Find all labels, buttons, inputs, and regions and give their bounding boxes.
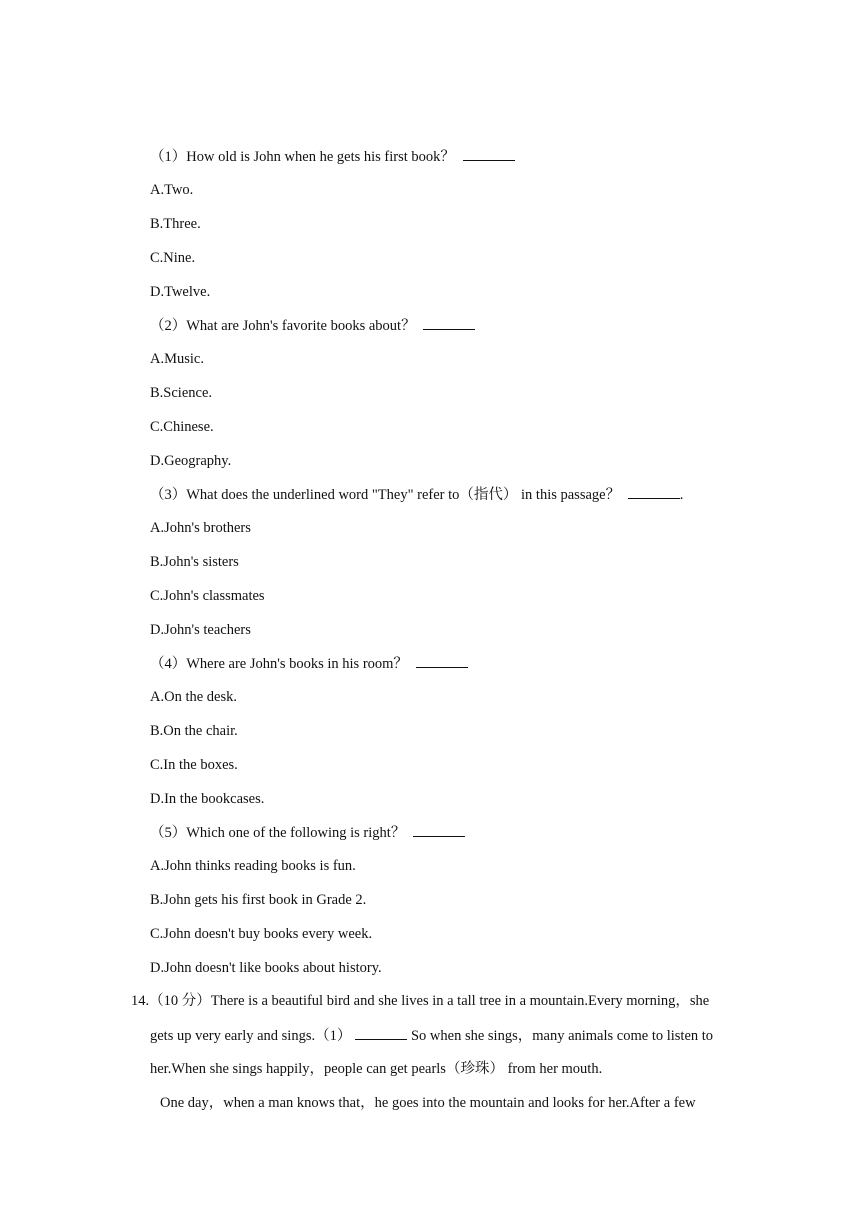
answer-blank bbox=[423, 316, 475, 330]
question-3-text: （3）What does the underlined word "They" refer to（指代） in this passage？ bbox=[150, 487, 621, 503]
option: C.John doesn't buy books every week. bbox=[150, 926, 373, 942]
answer-blank bbox=[628, 485, 680, 499]
question-2-stem bbox=[150, 316, 475, 335]
passage-14-line-2-end: So when she sings，many animals come to listen to bbox=[407, 1028, 714, 1044]
option: C.In the boxes. bbox=[150, 757, 238, 773]
passage-14-line-4: One day，when a man knows that，he goes into the mountain and looks for her.After a few bbox=[160, 1095, 696, 1111]
passage-14-line-1: 14.（10 分）There is a beautiful bird and she lives in a tall tree in a mountain.Every morning，she bbox=[131, 993, 710, 1009]
option: A.Music. bbox=[150, 351, 204, 367]
answer-blank bbox=[355, 1026, 407, 1040]
option: D.John's teachers bbox=[150, 622, 251, 638]
question-4-stem bbox=[150, 654, 468, 673]
option: B.John's sisters bbox=[150, 554, 239, 570]
option: A.Two. bbox=[150, 182, 194, 198]
option: C.Nine. bbox=[150, 250, 196, 266]
question-1-text: （1）How old is John when he gets his first book？ bbox=[150, 149, 455, 165]
passage-14-line-2 bbox=[150, 1026, 713, 1045]
option: B.On the chair. bbox=[150, 723, 238, 739]
answer-blank bbox=[413, 823, 465, 837]
answer-blank bbox=[463, 147, 515, 161]
option: C.John's classmates bbox=[150, 588, 265, 604]
option: D.John doesn't like books about history. bbox=[150, 960, 382, 976]
passage-14-line-3: her.When she sings happily，people can get pearls（珍珠） from her mouth. bbox=[150, 1061, 603, 1077]
option: D.In the bookcases. bbox=[150, 791, 265, 807]
question-1-stem bbox=[150, 147, 515, 166]
question-3-stem bbox=[150, 485, 683, 504]
option: D.Twelve. bbox=[150, 284, 211, 300]
option: A.On the desk. bbox=[150, 689, 237, 705]
question-5-stem bbox=[150, 823, 465, 842]
option: C.Chinese. bbox=[150, 419, 214, 435]
option: B.John gets his first book in Grade 2. bbox=[150, 892, 367, 908]
option: B.Science. bbox=[150, 385, 213, 401]
option: D.Geography. bbox=[150, 453, 232, 469]
answer-blank bbox=[416, 654, 468, 668]
question-5-text: （5）Which one of the following is right？ bbox=[150, 825, 406, 841]
question-3-period: . bbox=[679, 487, 684, 503]
passage-14-line-2-start: gets up very early and sings.（1） bbox=[150, 1028, 352, 1044]
option: A.John thinks reading books is fun. bbox=[150, 858, 356, 874]
question-4-text: （4）Where are John's books in his room？ bbox=[150, 656, 408, 672]
option: B.Three. bbox=[150, 216, 201, 232]
option: A.John's brothers bbox=[150, 520, 251, 536]
question-2-text: （2）What are John's favorite books about？ bbox=[150, 318, 416, 334]
